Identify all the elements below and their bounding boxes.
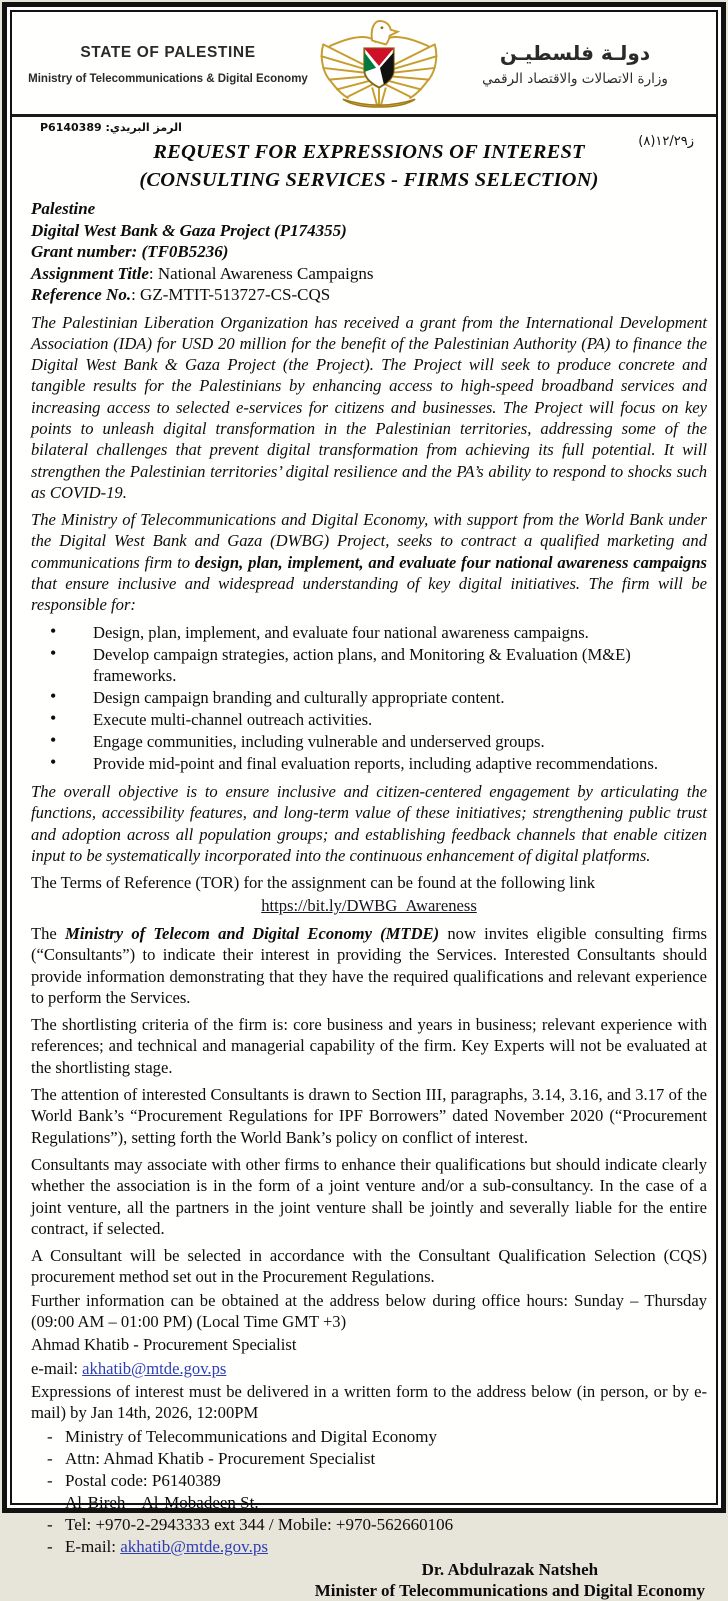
tor-intro-text: The Terms of Reference (TOR) for the assignment can be found at the following link xyxy=(31,873,596,893)
document-outer-frame xyxy=(2,2,726,1600)
list-item: • Design, plan, implement, and evaluate four national awareness campaigns. xyxy=(31,622,707,644)
contact-name: Ahmad Khatib - Procurement Specialist xyxy=(31,1335,297,1355)
header-divider xyxy=(12,114,716,117)
paragraph-association: Consultants may associate with other firms to enhance their qualifications but should indicate clearly whether the association is in the form of a joint venture and/or a sub-consultancy. In the case of a joint venture, all the partners in the joint venture shall be jointly and severally liable for the entire contract, if selected. xyxy=(31,1154,707,1238)
delivery-address-list xyxy=(31,1426,707,1558)
paragraph-shortlisting: The shortlisting criteria of the firm is: core business and years in business; relevant experience with references; and technical and managerial capability of the firm. Key Experts will not be evaluated at the shortlisting stage. xyxy=(31,1015,707,1077)
paragraph-further-info: Further information can be obtained at the address below during office hours: Sunday – Thursday (09:00 AM – 01:00 PM) (Local Time GMT +3) xyxy=(31,1290,707,1332)
letterhead xyxy=(12,12,716,110)
scope-bold-text: design, plan, implement, and evaluate four national awareness campaigns xyxy=(194,552,708,572)
meta-project: Digital West Bank & Gaza Project (P174355) xyxy=(31,220,347,240)
address-line: - Postal code: P6140389 xyxy=(31,1470,707,1492)
eagle-emblem-graphic xyxy=(315,19,443,109)
paragraph-invitation: The Ministry of Telecom and Digital Economy (MTDE) now invites eligible consulting firms (“Consultants”) to indicate their interest in providing the Services. Interested Consultants should provide information demonstrating that they have the required qualifications and relevant experience to perform the Services. xyxy=(31,923,708,1007)
signatory-title: Minister of Telecommunications and Digital Economy xyxy=(314,1580,705,1600)
contact-email-row xyxy=(31,1358,707,1379)
state-title-ar: دولـة فلسطيـن xyxy=(499,41,651,65)
meta-reference-number: Reference No.: GZ-MTIT-513727-CS-CQS xyxy=(31,285,331,304)
address-email-link[interactable]: akhatib@mtde.gov.ps xyxy=(120,1536,268,1556)
paragraph-objective: The overall objective is to ensure inclusive and citizen-centered engagement by articulating the functions, accessibility features, and long-term value of these initiatives; strengthening public trust and adoption across all population groups; and establishing feedback channels that enable citizen input to be systematically incorporated into the continuous enhancement of digital platforms. xyxy=(31,782,707,865)
document-title xyxy=(31,138,707,194)
paragraph-eoi-delivery: Expressions of interest must be delivered in a written form to the address below (in person, or by e-mail) by Jan 14th, 2026, 12:00PM xyxy=(31,1381,707,1423)
document-page xyxy=(10,10,718,1600)
ministry-title-en: Ministry of Telecommunications & Digital Economy xyxy=(28,72,308,85)
paragraph-selection-method: A Consultant will be selected in accordance with the Consultant Qualification Selection (CQS) procurement method set out in the Procurement Regulations. xyxy=(31,1246,707,1287)
tor-link-row xyxy=(31,895,707,917)
letterhead-english xyxy=(22,44,314,85)
address-line: - Ministry of Telecommunications and Digital Economy xyxy=(31,1426,707,1448)
document-body xyxy=(12,138,716,1601)
list-item: • Provide mid-point and final evaluation reports, including adaptive recommendations. xyxy=(31,753,707,775)
assignment-meta xyxy=(31,198,707,306)
list-item: • Execute multi-channel outreach activities. xyxy=(31,709,707,731)
contact-email-link[interactable]: akhatib@mtde.gov.ps xyxy=(82,1358,227,1378)
address-email-line xyxy=(31,1536,707,1558)
ministry-title-ar: وزارة الاتصالات والاقتصاد الرقمي xyxy=(482,71,668,87)
postal-code-label: الرمز البريدي: P6140389 xyxy=(40,121,182,134)
title-line-1: REQUEST FOR EXPRESSIONS OF INTEREST xyxy=(153,141,585,163)
list-item: • Engage communities, including vulnerable and underserved groups. xyxy=(31,731,707,753)
title-line-2: (CONSULTING SERVICES - FIRMS SELECTION) xyxy=(139,169,599,191)
signature-row xyxy=(31,1559,707,1601)
meta-grant-number: Grant number: (TF0B5236) xyxy=(31,242,229,261)
list-item: • Develop campaign strategies, action plans, and Monitoring & Evaluation (M&E) frameworks. xyxy=(31,644,707,688)
address-line: - Attn: Ahmad Khatib - Procurement Specialist xyxy=(31,1448,707,1470)
address-line: - Al-Bireh – Al-Mobadeen St. xyxy=(31,1492,707,1514)
signature-block xyxy=(315,1559,707,1601)
tor-link[interactable]: https://bit.ly/DWBG_Awareness xyxy=(261,896,477,916)
signatory-name: Dr. Abdulrazak Natsheh xyxy=(421,1559,599,1579)
state-title-en: STATE OF PALESTINE xyxy=(80,43,256,61)
paragraph-contract-scope: The Ministry of Telecommunications and Digital Economy, with support from the World Bank under the Digital West Bank and Gaza (DWBG) Project, seeks to contract a qualified marketing and communications firm to design, plan, implement, and evaluate four national awareness campaigns that ensure inclusive and widespread understanding of key digital initiatives. The firm will be responsible for: xyxy=(31,510,708,615)
paragraph-attention: The attention of interested Consultants is drawn to Section III, paragraphs, 3.14, 3.16, and 3.17 of the World Bank’s “Procurement Regulations for IPF Borrowers” dated November 2020 (“Procurement Regulations”), setting forth the World Bank’s policy on conflict of interest. xyxy=(31,1085,707,1147)
letterhead-arabic xyxy=(444,41,706,87)
address-email-label: E-mail: xyxy=(65,1536,121,1556)
meta-country: Palestine xyxy=(31,199,96,218)
paragraph-grant-background: The Palestinian Liberation Organization has received a grant from the International Development Association (IDA) for USD 20 million for the benefit of the Palestinian Authority (PA) to finance the Digital West Bank & Gaza Project (the Project). The Project will seek to produce concrete and tangible results for the Palestinians by enhancing access to high-speed broadband services and increasing access to selected e-services for citizens and businesses. The Project will focus on key points to unleash digital transformation in the Palestinian territories, addressing some of the bilateral challenges that prevent digital transformation from achieving its full potential. It will strengthen the Palestinian territories’ digital resilience and the PA’s ability to respond to shocks such as COVID-19. xyxy=(31,312,707,502)
list-item: • Design campaign branding and culturally appropriate content. xyxy=(31,687,707,709)
meta-assignment-title: Assignment Title: National Awareness Campaigns xyxy=(31,263,374,283)
mtde-bold-text: Ministry of Telecom and Digital Economy (MTDE) xyxy=(65,923,440,943)
arabic-reference-number: (٨)١٢/٢٩ز xyxy=(638,134,694,149)
address-line: - Tel: +970-2-2943333 ext 344 / Mobile: +970-562660106 xyxy=(31,1514,707,1536)
responsibilities-list xyxy=(31,622,707,775)
email-label: e-mail: xyxy=(31,1358,83,1378)
palestine-coat-of-arms-icon xyxy=(314,19,444,109)
